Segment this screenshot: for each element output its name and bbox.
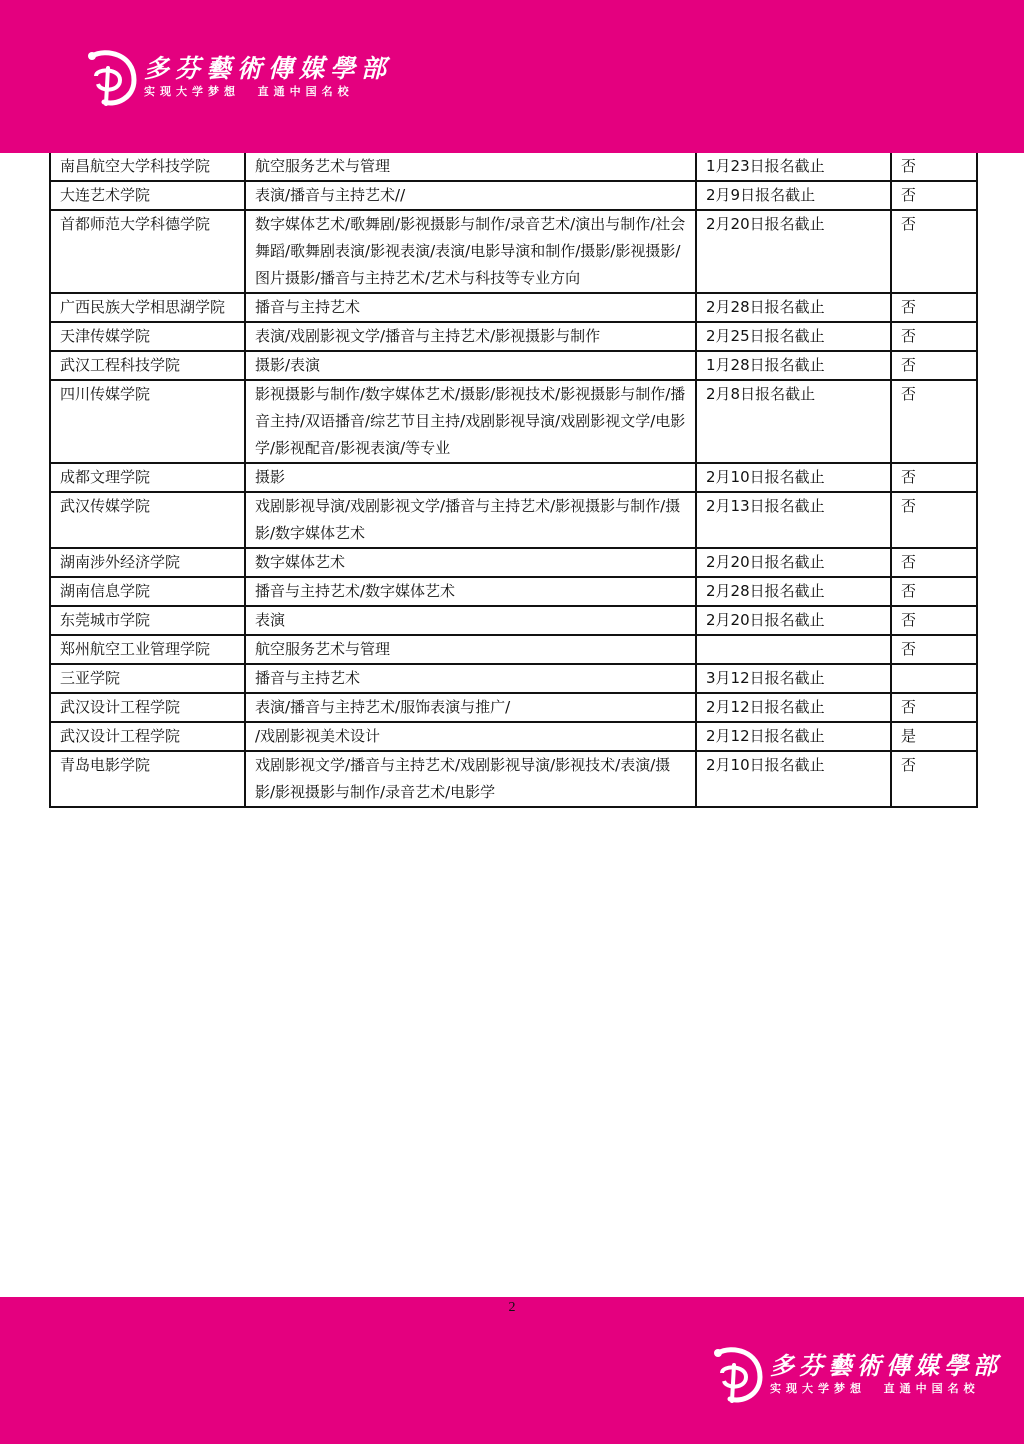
majors-cell: 摄影 [245,463,696,492]
deadline-cell: 2月20日报名截止 [696,606,891,635]
deadline-cell: 2月20日报名截止 [696,210,891,293]
school-cell: 武汉设计工程学院 [50,722,245,751]
table-row [50,181,977,210]
school-cell: 广西民族大学相思湖学院 [50,293,245,322]
table-row [50,548,977,577]
table-row [50,351,977,380]
deadline-cell: 2月9日报名截止 [696,181,891,210]
table-row [50,751,977,807]
majors-cell: 数字媒体艺术/歌舞剧/影视摄影与制作/录音艺术/演出与制作/社会舞蹈/歌舞剧表演/影视表演/表演/电影导演和制作/摄影/影视摄影/图片摄影/播音与主持艺术/艺术与科技等专业方向 [245,210,696,293]
school-cell: 东莞城市学院 [50,606,245,635]
flag-cell: 否 [891,751,977,807]
flag-cell: 否 [891,492,977,548]
table-row [50,664,977,693]
deadline-cell: 2月13日报名截止 [696,492,891,548]
school-cell: 青岛电影学院 [50,751,245,807]
deadline-cell: 2月10日报名截止 [696,463,891,492]
flag-cell: 否 [891,577,977,606]
page-number: 2 [508,1300,516,1315]
deadline-cell: 2月12日报名截止 [696,693,891,722]
deadline-cell [696,635,891,664]
brand-name: 多芬藝術傳媒學部 [770,1351,1002,1380]
deadline-cell: 3月12日报名截止 [696,664,891,693]
flag-cell: 否 [891,153,977,181]
majors-cell: 航空服务艺术与管理 [245,153,696,181]
d-logo-icon [86,46,138,108]
flag-cell: 否 [891,548,977,577]
flag-cell [891,664,977,693]
flag-cell: 否 [891,463,977,492]
school-cell: 南昌航空大学科技学院 [50,153,245,181]
school-cell: 大连艺术学院 [50,181,245,210]
majors-cell: 表演 [245,606,696,635]
majors-cell: 表演/播音与主持艺术// [245,181,696,210]
school-cell: 武汉传媒学院 [50,492,245,548]
deadline-cell: 2月20日报名截止 [696,548,891,577]
majors-cell: 播音与主持艺术 [245,664,696,693]
deadline-cell: 1月23日报名截止 [696,153,891,181]
deadline-cell: 2月28日报名截止 [696,577,891,606]
deadline-cell: 2月8日报名截止 [696,380,891,463]
d-logo-icon [712,1343,764,1405]
flag-cell: 否 [891,181,977,210]
table-row [50,693,977,722]
school-cell: 首都师范大学科德学院 [50,210,245,293]
flag-cell: 否 [891,293,977,322]
school-cell: 湖南信息学院 [50,577,245,606]
deadline-cell: 1月28日报名截止 [696,351,891,380]
table-row [50,722,977,751]
flag-cell: 否 [891,210,977,293]
flag-cell: 是 [891,722,977,751]
table-row [50,293,977,322]
school-cell: 武汉工程科技学院 [50,351,245,380]
majors-cell: 戏剧影视文学/播音与主持艺术/戏剧影视导演/影视技术/表演/摄影/影视摄影与制作/录音艺术/电影学 [245,751,696,807]
flag-cell: 否 [891,322,977,351]
table-row [50,635,977,664]
flag-cell: 否 [891,380,977,463]
deadline-cell: 2月10日报名截止 [696,751,891,807]
flag-cell: 否 [891,606,977,635]
majors-cell: 表演/戏剧影视文学/播音与主持艺术/影视摄影与制作 [245,322,696,351]
table-row [50,380,977,463]
majors-cell: 播音与主持艺术 [245,293,696,322]
table-row [50,463,977,492]
school-cell: 天津传媒学院 [50,322,245,351]
majors-cell: 影视摄影与制作/数字媒体艺术/摄影/影视技术/影视摄影与制作/播音主持/双语播音/综艺节目主持/戏剧影视导演/戏剧影视文学/电影学/影视配音/影视表演/等专业 [245,380,696,463]
school-cell: 成都文理学院 [50,463,245,492]
majors-cell: 戏剧影视导演/戏剧影视文学/播音与主持艺术/影视摄影与制作/摄影/数字媒体艺术 [245,492,696,548]
majors-cell: 摄影/表演 [245,351,696,380]
majors-cell: 播音与主持艺术/数字媒体艺术 [245,577,696,606]
flag-cell: 否 [891,351,977,380]
majors-cell: 表演/播音与主持艺术/服饰表演与推广/ [245,693,696,722]
deadline-cell: 2月25日报名截止 [696,322,891,351]
admissions-table [49,153,978,808]
school-cell: 湖南涉外经济学院 [50,548,245,577]
brand-name: 多芬藝術傳媒學部 [144,54,393,83]
majors-cell: 航空服务艺术与管理 [245,635,696,664]
majors-cell: 数字媒体艺术 [245,548,696,577]
school-cell: 四川传媒学院 [50,380,245,463]
table-row [50,577,977,606]
table-row [50,322,977,351]
brand-slogan: 实现大学梦想 直通中国名校 [770,1382,980,1395]
flag-cell: 否 [891,635,977,664]
table-row [50,606,977,635]
header-logo [86,46,392,108]
table-row [50,492,977,548]
deadline-cell: 2月12日报名截止 [696,722,891,751]
school-cell: 郑州航空工业管理学院 [50,635,245,664]
school-cell: 武汉设计工程学院 [50,693,245,722]
table-row [50,153,977,181]
school-cell: 三亚学院 [50,664,245,693]
flag-cell: 否 [891,693,977,722]
table-row [50,210,977,293]
deadline-cell: 2月28日报名截止 [696,293,891,322]
majors-cell: /戏剧影视美术设计 [245,722,696,751]
footer-logo [712,1343,1002,1405]
brand-slogan: 实现大学梦想 直通中国名校 [144,85,354,98]
